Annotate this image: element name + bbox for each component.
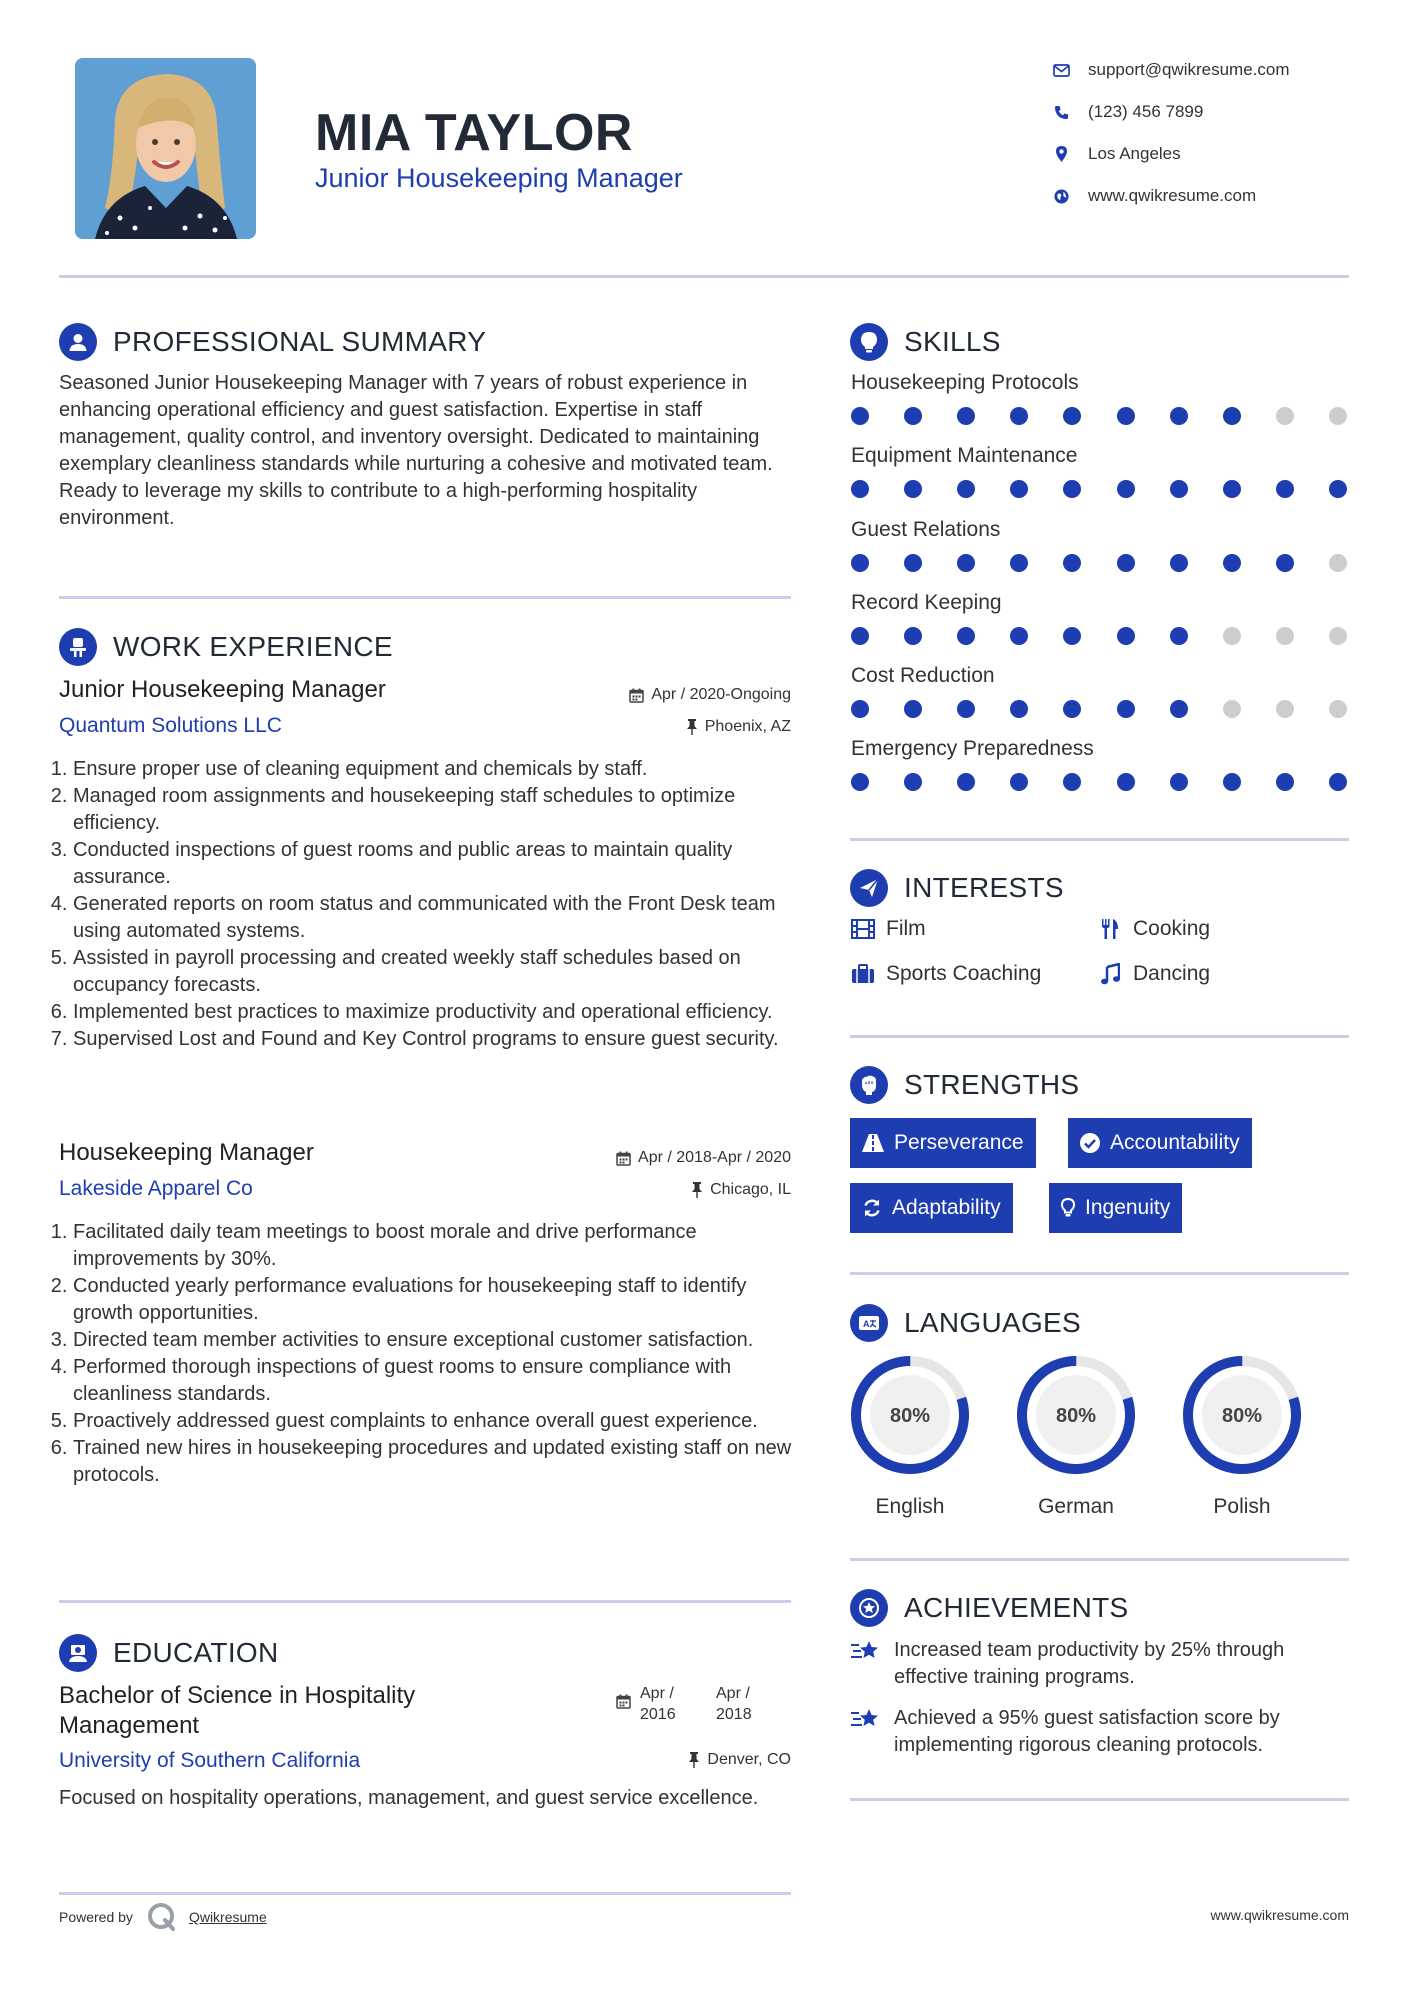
skill-dot-filled bbox=[1276, 773, 1294, 791]
refresh-icon bbox=[862, 1198, 882, 1218]
footer-website[interactable]: www.qwikresume.com bbox=[1210, 1907, 1349, 1923]
degree-title: Bachelor of Science in Hospitality Management bbox=[59, 1682, 416, 1739]
experience-divider bbox=[59, 1600, 791, 1603]
skill-dot-filled bbox=[1117, 773, 1135, 791]
duty-item: 7. Supervised Lost and Found and Key Control programs to ensure guest security. bbox=[73, 1026, 795, 1053]
interest-item bbox=[1097, 962, 1210, 986]
skill-dot-filled bbox=[1117, 627, 1135, 645]
skill-dot-filled bbox=[1276, 480, 1294, 498]
skill-dot-filled bbox=[1170, 407, 1188, 425]
skill-dot-filled bbox=[1170, 773, 1188, 791]
duty-item: 1. Facilitated daily team meetings to boost morale and drive performance improvements by 30%. bbox=[73, 1219, 795, 1273]
language-progress-ring bbox=[845, 1350, 975, 1480]
map-pin-icon bbox=[1050, 146, 1072, 162]
lightbulb-icon bbox=[1061, 1198, 1075, 1218]
skill-dot-filled bbox=[1329, 773, 1347, 791]
skill-dot-filled bbox=[1223, 480, 1241, 498]
education-start-date: Apr / 2016 bbox=[640, 1685, 676, 1723]
skill-dot-filled bbox=[1010, 554, 1028, 572]
job-company: Lakeside Apparel Co bbox=[59, 1177, 253, 1200]
calendar-icon bbox=[616, 1694, 631, 1709]
candidate-name: MIA TAYLOR bbox=[315, 104, 633, 162]
duty-item: 3. Directed team member activities to ensure exceptional customer satisfaction. bbox=[73, 1327, 795, 1354]
experience-heading bbox=[59, 627, 393, 667]
skill-dot-filled bbox=[851, 480, 869, 498]
job-dates bbox=[500, 686, 791, 704]
languages-list bbox=[845, 1350, 1345, 1519]
skill-dot-filled bbox=[851, 554, 869, 572]
education-description: Focused on hospitality operations, management, and guest service excellence. bbox=[59, 1787, 759, 1809]
interest-item bbox=[1097, 917, 1210, 941]
skill-dot-empty bbox=[1329, 407, 1347, 425]
skill-dot-filled bbox=[904, 407, 922, 425]
profile-photo bbox=[75, 58, 256, 239]
strength-label: Accountability bbox=[1110, 1131, 1240, 1154]
interest-item bbox=[850, 962, 1041, 986]
skill-dot-filled bbox=[1170, 700, 1188, 718]
language-item bbox=[1011, 1350, 1141, 1519]
skill-dot-filled bbox=[851, 773, 869, 791]
skill-dot-filled bbox=[957, 773, 975, 791]
film-icon bbox=[850, 919, 876, 939]
duty-item: 6. Implemented best practices to maximize productivity and operational efficiency. bbox=[73, 999, 795, 1026]
education-location-text: Denver, CO bbox=[707, 1751, 791, 1768]
skill-name: Equipment Maintenance bbox=[851, 444, 1078, 468]
paper-plane-icon bbox=[850, 869, 888, 907]
skills-heading bbox=[850, 322, 1001, 362]
strengths-title: STRENGTHS bbox=[904, 1069, 1080, 1100]
skill-dot-filled bbox=[1117, 554, 1135, 572]
interest-item bbox=[850, 917, 926, 941]
globe-icon bbox=[1050, 189, 1072, 204]
contact-website[interactable] bbox=[1050, 182, 1370, 210]
language-label: Polish bbox=[1213, 1495, 1271, 1518]
pushpin-icon bbox=[688, 1752, 700, 1768]
skill-dot-filled bbox=[957, 480, 975, 498]
user-icon bbox=[59, 323, 97, 361]
skill-dot-filled bbox=[1223, 773, 1241, 791]
language-progress-ring bbox=[1177, 1350, 1307, 1480]
job-location bbox=[500, 718, 791, 736]
skill-dot-filled bbox=[1276, 554, 1294, 572]
skill-dot-filled bbox=[1010, 627, 1028, 645]
summary-title: PROFESSIONAL SUMMARY bbox=[113, 326, 487, 357]
footer-divider bbox=[59, 1892, 791, 1895]
skill-dot-filled bbox=[1170, 627, 1188, 645]
calendar-icon bbox=[629, 688, 644, 703]
contact-phone[interactable] bbox=[1050, 98, 1370, 126]
skill-rating bbox=[851, 773, 1347, 791]
star-badge-icon bbox=[850, 1589, 888, 1627]
job-location bbox=[500, 1181, 791, 1199]
interest-label: Cooking bbox=[1133, 917, 1211, 940]
skill-dot-filled bbox=[1223, 407, 1241, 425]
duty-item: 2. Managed room assignments and housekeeping staff schedules to optimize efficiency. bbox=[73, 783, 795, 837]
strength-tag bbox=[1068, 1118, 1252, 1168]
duty-item: 5. Assisted in payroll processing and created weekly staff schedules based on occupancy forecasts. bbox=[73, 945, 795, 999]
summary-text: Seasoned Junior Housekeeping Manager with 7 years of robust experience in enhancing operational efficiency and guest satisfaction. Expertise in staff management, quality control, and inventory oversight. Dedicated to maintaining exemplary cleanliness standards while nurturing a cohesive and motivated team. Ready to leverage my skills to contribute to a high-performing hospitality environment. bbox=[59, 372, 773, 529]
skill-dot-filled bbox=[1117, 480, 1135, 498]
contact-email[interactable] bbox=[1050, 56, 1370, 84]
strength-tag bbox=[850, 1183, 1013, 1233]
contact-location-text: Los Angeles bbox=[1088, 144, 1181, 163]
skill-dot-empty bbox=[1223, 627, 1241, 645]
languages-heading bbox=[850, 1303, 1081, 1343]
shooting-star-icon bbox=[850, 1637, 882, 1691]
candidate-role: Junior Housekeeping Manager bbox=[315, 163, 683, 193]
pushpin-icon bbox=[686, 719, 698, 735]
skill-rating bbox=[851, 700, 1347, 718]
qwikresume-link[interactable]: Qwikresume bbox=[188, 1909, 267, 1925]
education-title: EDUCATION bbox=[113, 1637, 279, 1668]
qwikresume-logo-icon bbox=[147, 1902, 177, 1932]
skill-name: Record Keeping bbox=[851, 590, 1002, 614]
school-name: University of Southern California bbox=[59, 1749, 361, 1772]
contact-location bbox=[1050, 140, 1370, 168]
powered-by-text: Powered by bbox=[59, 1909, 133, 1925]
shooting-star-icon bbox=[850, 1705, 882, 1759]
skill-dot-filled bbox=[904, 627, 922, 645]
fist-icon bbox=[850, 1066, 888, 1104]
graduate-icon bbox=[59, 1634, 97, 1672]
skills-title: SKILLS bbox=[904, 326, 1001, 357]
language-progress-ring bbox=[1011, 1350, 1141, 1480]
skill-row bbox=[851, 518, 1351, 591]
strength-label: Perseverance bbox=[894, 1131, 1024, 1154]
skill-rating bbox=[851, 407, 1347, 425]
skill-dot-filled bbox=[1170, 480, 1188, 498]
check-circle-icon bbox=[1080, 1133, 1100, 1153]
skill-dot-empty bbox=[1276, 700, 1294, 718]
achievement-text: Increased team productivity by 25% through effective training programs. bbox=[894, 1639, 1285, 1688]
achievements-divider bbox=[850, 1798, 1349, 1801]
job-dates-text: Apr / 2018-Apr / 2020 bbox=[638, 1149, 791, 1166]
language-label: English bbox=[875, 1495, 945, 1518]
interest-label: Sports Coaching bbox=[886, 962, 1042, 985]
contact-email-text: support@qwikresume.com bbox=[1088, 60, 1290, 79]
job-title: Junior Housekeeping Manager bbox=[59, 676, 386, 703]
duty-item: 1. Ensure proper use of cleaning equipment and chemicals by staff. bbox=[73, 756, 795, 783]
skill-dot-filled bbox=[1010, 480, 1028, 498]
svg-text:A: A bbox=[863, 1319, 870, 1329]
skill-row bbox=[851, 444, 1351, 517]
skill-dot-filled bbox=[957, 700, 975, 718]
experience-title: WORK EXPERIENCE bbox=[113, 631, 393, 662]
skill-dot-empty bbox=[1329, 627, 1347, 645]
skill-dot-filled bbox=[904, 773, 922, 791]
achievement-item bbox=[850, 1705, 1350, 1759]
job-title: Housekeeping Manager bbox=[59, 1139, 314, 1166]
powered-by bbox=[59, 1899, 267, 1935]
lightbulb-icon bbox=[850, 323, 888, 361]
skill-name: Guest Relations bbox=[851, 517, 1001, 541]
interests-divider bbox=[850, 1035, 1349, 1038]
skill-dot-filled bbox=[1010, 700, 1028, 718]
skill-dot-filled bbox=[1010, 407, 1028, 425]
interest-label: Film bbox=[886, 917, 926, 940]
skill-row bbox=[851, 664, 1351, 737]
achievements-title: ACHIEVEMENTS bbox=[904, 1592, 1129, 1623]
language-icon bbox=[850, 1304, 888, 1342]
skill-rating bbox=[851, 627, 1347, 645]
duty-item: 4. Generated reports on room status and communicated with the Front Desk team using automated systems. bbox=[73, 891, 795, 945]
duty-item: 2. Conducted yearly performance evaluations for housekeeping staff to identify growth opportunities. bbox=[73, 1273, 795, 1327]
skill-dot-filled bbox=[1063, 627, 1081, 645]
job-location-text: Phoenix, AZ bbox=[704, 718, 791, 735]
skill-name: Emergency Preparedness bbox=[851, 737, 1094, 761]
calendar-icon bbox=[616, 1151, 631, 1166]
briefcase-icon bbox=[850, 964, 876, 984]
skill-dot-filled bbox=[904, 554, 922, 572]
job-company: Quantum Solutions LLC bbox=[59, 714, 282, 737]
chair-icon bbox=[59, 628, 97, 666]
duty-item: 5. Proactively addressed guest complaints to enhance overall guest experience. bbox=[73, 1408, 795, 1435]
skill-dot-filled bbox=[851, 627, 869, 645]
skill-dot-filled bbox=[1063, 554, 1081, 572]
skills-list bbox=[851, 371, 1351, 811]
skill-dot-empty bbox=[1276, 627, 1294, 645]
skill-dot-filled bbox=[1063, 407, 1081, 425]
job-location-text: Chicago, IL bbox=[710, 1181, 791, 1198]
skill-row bbox=[851, 591, 1351, 664]
skill-row bbox=[851, 371, 1351, 444]
education-heading bbox=[59, 1633, 279, 1673]
skill-name: Housekeeping Protocols bbox=[851, 371, 1079, 394]
duty-item: 6. Trained new hires in housekeeping procedures and updated existing staff on new protocols. bbox=[73, 1435, 795, 1489]
skill-name: Cost Reduction bbox=[851, 664, 995, 688]
achievement-item bbox=[850, 1637, 1350, 1691]
envelope-icon bbox=[1050, 64, 1072, 77]
strength-tag bbox=[1049, 1183, 1182, 1233]
skill-dot-filled bbox=[1063, 700, 1081, 718]
skill-dot-filled bbox=[904, 700, 922, 718]
contact-website-text: www.qwikresume.com bbox=[1088, 186, 1257, 205]
language-item bbox=[845, 1350, 975, 1519]
summary-divider bbox=[59, 596, 791, 599]
skill-dot-empty bbox=[1329, 700, 1347, 718]
language-percent: 80% bbox=[1221, 1405, 1263, 1427]
strength-label: Ingenuity bbox=[1085, 1196, 1171, 1219]
language-percent: 80% bbox=[1055, 1405, 1097, 1427]
language-item bbox=[1177, 1350, 1307, 1519]
cutlery-icon bbox=[1097, 918, 1123, 940]
job-duties bbox=[55, 756, 795, 1053]
skill-dot-filled bbox=[1117, 407, 1135, 425]
duty-item: 4. Performed thorough inspections of guest rooms to ensure compliance with cleanliness standards. bbox=[73, 1354, 795, 1408]
language-label: German bbox=[1038, 1495, 1114, 1518]
road-icon bbox=[862, 1134, 884, 1152]
skill-dot-filled bbox=[1117, 700, 1135, 718]
achievement-text: Achieved a 95% guest satisfaction score by implementing rigorous cleaning protocols. bbox=[894, 1707, 1280, 1756]
duty-item: 3. Conducted inspections of guest rooms and public areas to maintain quality assurance. bbox=[73, 837, 795, 891]
skill-dot-filled bbox=[851, 407, 869, 425]
job-dates-text: Apr / 2020-Ongoing bbox=[651, 686, 791, 703]
skill-dot-filled bbox=[1063, 480, 1081, 498]
skill-rating bbox=[851, 554, 1347, 572]
contact-phone-text: (123) 456 7899 bbox=[1088, 102, 1204, 121]
languages-title: LANGUAGES bbox=[904, 1307, 1081, 1338]
strength-tag bbox=[850, 1118, 1036, 1168]
education-location bbox=[500, 1751, 791, 1769]
strength-label: Adaptability bbox=[892, 1196, 1001, 1219]
skill-dot-filled bbox=[957, 407, 975, 425]
job-duties bbox=[55, 1219, 795, 1489]
strengths-divider bbox=[850, 1272, 1349, 1275]
skill-dot-filled bbox=[1329, 480, 1347, 498]
achievements-heading bbox=[850, 1588, 1129, 1628]
job-dates bbox=[500, 1149, 791, 1167]
skill-dot-filled bbox=[957, 627, 975, 645]
music-note-icon bbox=[1097, 963, 1123, 985]
interest-label: Dancing bbox=[1133, 962, 1211, 985]
skill-row bbox=[851, 737, 1351, 810]
interests-heading bbox=[850, 868, 1064, 908]
skill-dot-filled bbox=[1223, 554, 1241, 572]
skill-dot-filled bbox=[1063, 773, 1081, 791]
pushpin-icon bbox=[691, 1182, 703, 1198]
skill-rating bbox=[851, 480, 1347, 498]
phone-icon bbox=[1050, 105, 1072, 120]
interests-title: INTERESTS bbox=[904, 872, 1064, 903]
header-divider bbox=[59, 275, 1349, 278]
skill-dot-empty bbox=[1329, 554, 1347, 572]
skill-dot-filled bbox=[1010, 773, 1028, 791]
languages-divider bbox=[850, 1558, 1349, 1561]
skills-divider bbox=[850, 838, 1349, 841]
education-end-date: Apr / 2018 bbox=[716, 1685, 752, 1723]
skill-dot-filled bbox=[1170, 554, 1188, 572]
skill-dot-filled bbox=[904, 480, 922, 498]
language-percent: 80% bbox=[889, 1405, 931, 1427]
summary-heading bbox=[59, 322, 486, 362]
strengths-heading bbox=[850, 1065, 1079, 1105]
skill-dot-filled bbox=[957, 554, 975, 572]
skill-dot-filled bbox=[851, 700, 869, 718]
skill-dot-empty bbox=[1276, 407, 1294, 425]
skill-dot-empty bbox=[1223, 700, 1241, 718]
